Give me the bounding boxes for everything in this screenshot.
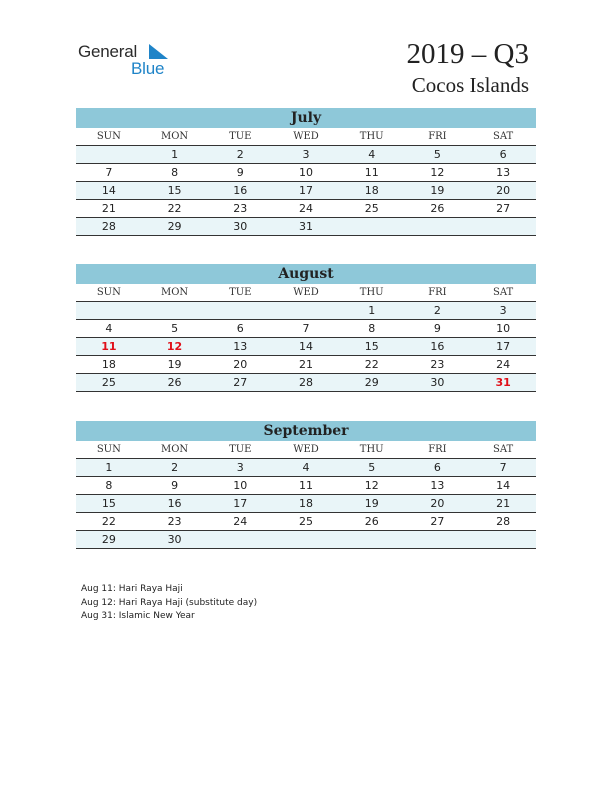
week-row xyxy=(76,218,536,236)
brand-logo xyxy=(78,42,178,82)
day-cell: 14 xyxy=(101,184,116,197)
day-cell: 13 xyxy=(430,479,445,492)
day-cell: 7 xyxy=(302,322,310,335)
day-cell: 31 xyxy=(298,220,313,233)
day-cell: 4 xyxy=(368,148,376,161)
week-row xyxy=(76,531,536,549)
day-cell: 7 xyxy=(105,166,113,179)
day-cell: 10 xyxy=(298,166,313,179)
weekday-label: TUE xyxy=(229,131,252,142)
day-cell: 21 xyxy=(298,358,313,371)
weekday-label: MON xyxy=(160,444,189,455)
day-cell: 1 xyxy=(171,148,179,161)
week-row xyxy=(76,146,536,164)
day-cell: 2 xyxy=(236,148,244,161)
day-cell: 5 xyxy=(171,322,179,335)
day-cell: 18 xyxy=(364,184,379,197)
day-cell xyxy=(470,218,536,235)
weekday-label: WED xyxy=(293,287,319,298)
weekday-label: SUN xyxy=(96,131,121,142)
day-cell: 17 xyxy=(298,184,313,197)
month-july xyxy=(76,108,536,236)
day-cell: 21 xyxy=(101,202,116,215)
day-cell xyxy=(470,531,536,548)
day-cell: 7 xyxy=(499,461,507,474)
day-cell: 21 xyxy=(496,497,511,510)
day-cell: 15 xyxy=(101,497,116,510)
day-cell: 16 xyxy=(430,340,445,353)
week-row xyxy=(76,302,536,320)
day-cell xyxy=(405,531,471,548)
weekday-label: SAT xyxy=(493,131,514,142)
month-title: July xyxy=(76,108,536,128)
day-cell: 4 xyxy=(302,461,310,474)
week-row xyxy=(76,338,536,356)
day-cell: 16 xyxy=(167,497,182,510)
weekday-label: THU xyxy=(359,287,384,298)
week-row xyxy=(76,513,536,531)
week-row xyxy=(76,459,536,477)
day-cell: 29 xyxy=(364,376,379,389)
day-cell: 27 xyxy=(430,515,445,528)
weekday-label: MON xyxy=(160,287,189,298)
weekday-header-row xyxy=(76,441,536,459)
day-cell: 11 xyxy=(364,166,379,179)
day-cell: 2 xyxy=(171,461,179,474)
day-cell: 17 xyxy=(496,340,511,353)
day-cell: 8 xyxy=(105,479,113,492)
day-cell: 28 xyxy=(298,376,313,389)
week-row xyxy=(76,320,536,338)
day-cell: 26 xyxy=(364,515,379,528)
weekday-label: TUE xyxy=(229,444,252,455)
day-cell: 22 xyxy=(101,515,116,528)
day-cell: 9 xyxy=(433,322,441,335)
month-september xyxy=(76,421,536,549)
day-cell: 19 xyxy=(364,497,379,510)
month-title: September xyxy=(76,421,536,441)
day-cell: 11 xyxy=(298,479,313,492)
month-august xyxy=(76,264,536,392)
weekday-label: TUE xyxy=(229,287,252,298)
day-cell: 30 xyxy=(167,533,182,546)
day-cell xyxy=(76,146,142,163)
day-cell: 16 xyxy=(233,184,248,197)
day-cell: 9 xyxy=(171,479,179,492)
day-cell: 6 xyxy=(236,322,244,335)
day-cell: 5 xyxy=(433,148,441,161)
holiday-day-cell: 12 xyxy=(166,340,183,353)
day-cell: 24 xyxy=(298,202,313,215)
day-cell xyxy=(207,302,273,319)
day-cell xyxy=(339,218,405,235)
logo-triangle-icon xyxy=(149,44,169,60)
day-cell: 8 xyxy=(368,322,376,335)
day-cell: 3 xyxy=(499,304,507,317)
holiday-notes xyxy=(81,583,257,624)
day-cell: 14 xyxy=(298,340,313,353)
weekday-label: SUN xyxy=(96,287,121,298)
weekday-label: MON xyxy=(160,131,189,142)
weekday-label: THU xyxy=(359,444,384,455)
holiday-note: Aug 31: Islamic New Year xyxy=(81,611,195,621)
day-cell: 25 xyxy=(364,202,379,215)
day-cell: 12 xyxy=(430,166,445,179)
day-cell: 18 xyxy=(101,358,116,371)
day-cell: 1 xyxy=(105,461,113,474)
page-title: 2019 – Q3 xyxy=(406,38,529,70)
day-cell xyxy=(405,218,471,235)
weekday-label: SAT xyxy=(493,287,514,298)
weekday-label: WED xyxy=(293,131,319,142)
day-cell: 9 xyxy=(236,166,244,179)
day-cell: 30 xyxy=(233,220,248,233)
country-name: Cocos Islands xyxy=(411,73,529,97)
day-cell: 23 xyxy=(233,202,248,215)
weekday-label: FRI xyxy=(428,444,447,455)
week-row xyxy=(76,374,536,392)
weekday-label: THU xyxy=(359,131,384,142)
day-cell: 20 xyxy=(233,358,248,371)
day-cell: 29 xyxy=(101,533,116,546)
day-cell: 1 xyxy=(368,304,376,317)
month-title: August xyxy=(76,264,536,284)
day-cell: 10 xyxy=(233,479,248,492)
day-cell: 27 xyxy=(233,376,248,389)
day-cell: 3 xyxy=(236,461,244,474)
day-cell: 25 xyxy=(101,376,116,389)
day-cell: 30 xyxy=(430,376,445,389)
page-header xyxy=(407,38,529,98)
weekday-label: FRI xyxy=(428,131,447,142)
day-cell: 15 xyxy=(364,340,379,353)
day-cell: 28 xyxy=(101,220,116,233)
week-row xyxy=(76,164,536,182)
weekday-header-row xyxy=(76,284,536,302)
day-cell: 28 xyxy=(496,515,511,528)
day-cell: 26 xyxy=(430,202,445,215)
day-cell: 20 xyxy=(430,497,445,510)
day-cell: 19 xyxy=(430,184,445,197)
day-cell: 18 xyxy=(298,497,313,510)
day-cell: 24 xyxy=(233,515,248,528)
weekday-label: WED xyxy=(293,444,319,455)
day-cell xyxy=(207,531,273,548)
day-cell: 17 xyxy=(233,497,248,510)
weekday-header-row xyxy=(76,128,536,146)
day-cell: 24 xyxy=(496,358,511,371)
logo-text-general: General xyxy=(78,42,138,61)
day-cell: 6 xyxy=(499,148,507,161)
day-cell xyxy=(142,302,208,319)
holiday-day-cell: 31 xyxy=(495,376,511,389)
week-row xyxy=(76,495,536,513)
weekday-label: FRI xyxy=(428,287,447,298)
week-row xyxy=(76,182,536,200)
day-cell: 12 xyxy=(364,479,379,492)
day-cell: 15 xyxy=(167,184,182,197)
week-row xyxy=(76,356,536,374)
holiday-note: Aug 11: Hari Raya Haji xyxy=(81,584,183,594)
day-cell xyxy=(76,302,142,319)
day-cell: 23 xyxy=(430,358,445,371)
day-cell: 3 xyxy=(302,148,310,161)
day-cell: 22 xyxy=(364,358,379,371)
day-cell xyxy=(339,531,405,548)
day-cell: 10 xyxy=(496,322,511,335)
holiday-note: Aug 12: Hari Raya Haji (substitute day) xyxy=(81,597,258,608)
weekday-label: SUN xyxy=(96,444,121,455)
day-cell: 8 xyxy=(171,166,179,179)
day-cell: 27 xyxy=(496,202,511,215)
day-cell: 14 xyxy=(496,479,511,492)
day-cell: 20 xyxy=(496,184,511,197)
week-row xyxy=(76,477,536,495)
day-cell xyxy=(273,531,339,548)
week-row xyxy=(76,200,536,218)
logo-text-blue: Blue xyxy=(131,59,165,78)
day-cell: 23 xyxy=(167,515,182,528)
day-cell xyxy=(273,302,339,319)
day-cell: 5 xyxy=(368,461,376,474)
day-cell: 22 xyxy=(167,202,182,215)
day-cell: 25 xyxy=(298,515,313,528)
holiday-day-cell: 11 xyxy=(101,340,117,353)
day-cell: 26 xyxy=(167,376,182,389)
weekday-label: SAT xyxy=(493,444,514,455)
day-cell: 2 xyxy=(433,304,441,317)
day-cell: 19 xyxy=(167,358,182,371)
day-cell: 4 xyxy=(105,322,113,335)
day-cell: 13 xyxy=(233,340,248,353)
day-cell: 29 xyxy=(167,220,182,233)
day-cell: 6 xyxy=(433,461,441,474)
day-cell: 13 xyxy=(496,166,511,179)
